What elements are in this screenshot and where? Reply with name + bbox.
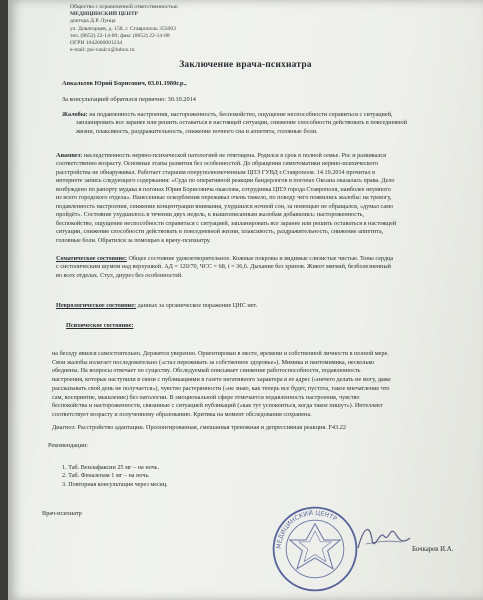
header-line: Общество с ограниченной ответственностью (70, 4, 178, 10)
signer-name: Бочкарев И.А. (412, 546, 454, 553)
header-line: e-mail: psi-vaulcx@inbox.ru (70, 47, 135, 54)
psychic-line: сам, восприятие, мышление) без патологии. В эмоциональной сфере отмечается подавленность настроения, чувство (52, 393, 360, 401)
anamnesis-line: интернете запись следующего содержания: «Суда по оперативной реакции бандерлогов в погонах Оксана оказалась права. Дело (56, 177, 395, 185)
complaints-line: жизни, плаксивость, раздражительность, снижение ночного сна и аппетита, головные боли. (76, 127, 318, 135)
anamnesis-line: из всего городского отдела». Нанесенные оскорбления переживал очень тяжело, по поводу чего появились жалобы: на тревогу, (56, 194, 392, 202)
psychic-line: беспокойства и настороженности, связанные с ситуацией публикаций («как тут успокоиться, когда такое пишут»). Интеллект (52, 402, 383, 410)
round-stamp (270, 504, 360, 594)
document-page (8, 0, 483, 600)
header-line: ОГРН 1042600001234 (70, 40, 123, 47)
diagnosis: Диагноз: Расстройство адаптации. Пролонгированная, смешанная тревожная и депрессивная реакция. F43.22 (52, 424, 347, 431)
recommendations-label: Рекомендации: (48, 442, 88, 449)
psychic-section (56, 322, 476, 330)
somatic-line: Общее состояние удовлетворительное. Кожные покровы и видимые слизистые чистые. Тоны сердца (128, 255, 394, 262)
somatic-section (56, 255, 476, 280)
recommendation-item: 3. Повторная консультация через месяц. (62, 480, 168, 488)
anamnesis-line: возбуждено по рапорту мудака в погонах Юрия Борисовича окаелова, сотрудника ЦПЭ города Ставрополя, наиболее неумного (56, 185, 391, 193)
header-line: МЕДИЦИНСКИЙ ЦЕНТР (70, 11, 139, 18)
complaints-label: Жалобы: (62, 111, 88, 118)
anamnesis-line: соответственно возрасту. Основные этапы развития без особенностей. До обращения симптоматики нервно-психического (56, 160, 379, 168)
anamnesis-line: беспокойство, ощущение неспособности справиться с ситуацией, запланировать все заранее или решить оставаться в настоящей (56, 219, 397, 227)
psychic-line: настроения, которые наступили в связи с публикациями в газете негативного характера в ее адрес («ничего делать не могу, даже (52, 376, 391, 384)
anamnesis-section (56, 152, 474, 245)
complaints-line: запланировать все заранее или решить оставаться в настоящей ситуации, снижение способности действовать в повседневной (76, 119, 407, 127)
header-line: ул. Доваторцев, д. 158, г. Ставрополь 355003 (70, 25, 176, 32)
anamnesis-line: подавленность настроения, снижение концентрации внимания, ухудшился ночной сон, за помощью не обращался, «думал само (56, 202, 394, 210)
somatic-label: Соматическое состояние: (56, 255, 127, 262)
neuro-label: Неврологическое состояние: (56, 302, 137, 309)
anamnesis-label: Анамнез: (56, 152, 83, 159)
first-visit: За консультацией обратился первично: 30.10.2014 (62, 96, 196, 103)
header-line: доктора Д.Р. Лунца (70, 18, 116, 25)
signature (354, 518, 414, 558)
psychic-line: на беседу явился самостоятельно. Держится уверенно. Ориентирован в месте, времени и собственной личности в полной мере. (52, 350, 389, 357)
complaints-line: на подавленность настроения, настороженность, беспокойство, ощущение неспособности справиться с ситуацией, (89, 111, 393, 118)
clinic-header (70, 4, 240, 54)
complaints-section (62, 111, 474, 136)
psychic-line: обеднены. На вопросы отвечает по существу. Обследуемый описывает снижение работоспособности, подавленность (52, 367, 361, 375)
psychic-label: Психическое состояние: (66, 322, 134, 329)
recommendation-item: 2. Таб. Феназепам 1 мг – на ночь. (62, 472, 150, 480)
psychic-text (52, 350, 478, 420)
neuro-section (56, 302, 476, 310)
stamp-ring-text: МЕДИЦИНСКИЙ ЦЕНТР (275, 509, 338, 550)
header-line: тел. (8652) 22-14-89; факс (8652) 22-14-88 (70, 32, 170, 39)
recommendation-item: 1. Таб. Венлафаксин 25 мг – на ночь. (62, 464, 160, 471)
signer-role: Врач-психиатр (42, 510, 82, 517)
psychic-line: соответствует возрасту и полученному образованию. Критика на момент обследования сохранена. (52, 410, 312, 418)
anamnesis-line: расстройства не обнаруживал. Работает старшим оперуполномоченным ЦПЭ ГУВД г.Ставрополя. 14.10.2014 прочитал в (56, 168, 376, 176)
anamnesis-line: головные боли. Обратился за помощью к врачу-психиатру. (56, 236, 211, 244)
recommendations-list (62, 464, 262, 489)
page-title: Заключение врача-психиатра (179, 60, 312, 70)
anamnesis-line: наследственность нервно-психической патологией не отягощена. Родился в срок в полной семье. Рос и развивался (83, 152, 386, 159)
svg-text:МЕДИЦИНСКИЙ ЦЕНТР (276, 508, 338, 549)
psychic-line: рассказывать свой день не получается»), чувство растерянности («не знаю, как теперь все будет, пустота, такое впечатление что (52, 384, 390, 392)
patient-name: Анкальтов Юрий Борисович, 03.01.1980г.р., (62, 80, 187, 87)
anamnesis-line: пройдёт». Состояние ухудшилось в течении двух недель, к вышеописанным жалобам добавились: настороженность, (56, 211, 365, 219)
somatic-line: с систолическим шумом над верхушкой. АД = 120/70, ЧСС = 68, t = 36,6. Дыхание без хрипов. Живот мягкий, безболезненный (56, 263, 391, 271)
neuro-text: данных за органическое поражение ЦНС нет. (137, 302, 258, 309)
psychic-line: Свои жалобы излагает последовательно («стал переживать за собственное здоровье»). Мимика и пантомимика, несколько (52, 358, 375, 366)
anamnesis-line: ситуации, снижение способности действовать в повседневной жизни, плаксивость, раздражительность, снижение аппетита, (56, 228, 384, 236)
somatic-line: во всех отделах. Стул, диурез без особенностей. (56, 271, 183, 279)
